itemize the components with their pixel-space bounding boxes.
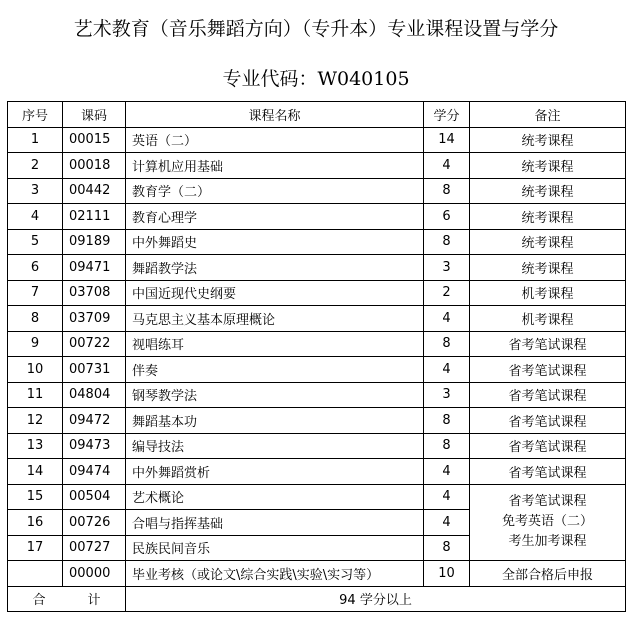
table-row	[8, 331, 626, 357]
course-note: 省考笔试课程	[470, 433, 626, 459]
table-row	[8, 357, 626, 383]
course-credit: 8	[424, 178, 470, 204]
course-note: 统考课程	[470, 204, 626, 230]
course-credit: 4	[424, 459, 470, 485]
header-code: 课码	[63, 102, 126, 128]
row-number: 11	[8, 382, 63, 408]
course-code: 00731	[63, 357, 126, 383]
course-note: 统考课程	[470, 153, 626, 179]
course-name: 中外舞蹈赏析	[126, 459, 424, 485]
row-number	[8, 561, 63, 587]
table-row	[8, 459, 626, 485]
course-name: 伴奏	[126, 357, 424, 383]
header-course-name: 课程名称	[126, 102, 424, 128]
course-code: 04804	[63, 382, 126, 408]
table-row	[8, 561, 626, 587]
course-name: 视唱练耳	[126, 331, 424, 357]
table-row	[8, 255, 626, 281]
major-code: 专业代码：W040105	[222, 68, 410, 90]
course-code: 00504	[63, 484, 126, 510]
course-name: 教育学（二）	[126, 178, 424, 204]
course-note: 统考课程	[470, 127, 626, 153]
course-credit: 4	[424, 484, 470, 510]
course-name: 马克思主义基本原理概论	[126, 306, 424, 332]
course-credit: 4	[424, 153, 470, 179]
course-credit: 2	[424, 280, 470, 306]
course-note: 机考课程	[470, 280, 626, 306]
row-number: 5	[8, 229, 63, 255]
row-number: 12	[8, 408, 63, 434]
total-label-a: 合	[32, 593, 46, 609]
course-note: 全部合格后申报	[470, 561, 626, 587]
course-credit: 4	[424, 306, 470, 332]
course-code: 00727	[63, 535, 126, 561]
table-row	[8, 178, 626, 204]
course-name: 艺术概论	[126, 484, 424, 510]
course-note: 省考笔试课程	[470, 459, 626, 485]
course-name: 钢琴教学法	[126, 382, 424, 408]
course-note: 省考笔试课程	[470, 357, 626, 383]
total-label-b: 计	[87, 593, 101, 609]
course-code: 09473	[63, 433, 126, 459]
course-code: 00442	[63, 178, 126, 204]
course-note: 统考课程	[470, 229, 626, 255]
course-note: 统考课程	[470, 178, 626, 204]
course-credit: 8	[424, 408, 470, 434]
course-name: 中外舞蹈史	[126, 229, 424, 255]
table-row	[8, 306, 626, 332]
course-code: 00722	[63, 331, 126, 357]
table-row	[8, 204, 626, 230]
row-number: 8	[8, 306, 63, 332]
course-credit: 8	[424, 535, 470, 561]
table-row	[8, 229, 626, 255]
course-note: 机考课程	[470, 306, 626, 332]
course-name: 民族民间音乐	[126, 535, 424, 561]
course-credit: 4	[424, 510, 470, 536]
header-note: 备注	[470, 102, 626, 128]
header-credit: 学分	[424, 102, 470, 128]
document-title: 艺术教育（音乐舞蹈方向）（专升本）专业课程设置与学分	[73, 18, 559, 40]
row-number: 13	[8, 433, 63, 459]
course-code: 09474	[63, 459, 126, 485]
course-code: 00000	[63, 561, 126, 587]
course-credit: 6	[424, 204, 470, 230]
table-row	[8, 153, 626, 179]
course-name: 中国近现代史纲要	[126, 280, 424, 306]
merged-note-line: 考生加考课程	[508, 534, 587, 550]
course-code: 02111	[63, 204, 126, 230]
course-name: 舞蹈教学法	[126, 255, 424, 281]
table-row	[8, 408, 626, 434]
course-code: 00018	[63, 153, 126, 179]
course-name: 教育心理学	[126, 204, 424, 230]
course-code: 03709	[63, 306, 126, 332]
course-credit: 8	[424, 229, 470, 255]
row-number: 9	[8, 331, 63, 357]
course-credit: 3	[424, 255, 470, 281]
course-note: 省考笔试课程	[470, 382, 626, 408]
course-name: 毕业考核（或论文\综合实践\实验\实习等）	[126, 561, 424, 587]
row-number: 3	[8, 178, 63, 204]
header-no: 序号	[8, 102, 63, 128]
table-row	[8, 382, 626, 408]
course-note: 统考课程	[470, 255, 626, 281]
course-note: 省考笔试课程	[470, 408, 626, 434]
total-label-cell	[8, 586, 126, 612]
row-number: 17	[8, 535, 63, 561]
table-header-row	[8, 102, 626, 128]
course-credit: 8	[424, 433, 470, 459]
course-code: 00015	[63, 127, 126, 153]
merged-note-cell	[470, 484, 626, 561]
course-credit: 14	[424, 127, 470, 153]
course-note: 省考笔试课程	[470, 331, 626, 357]
course-name: 英语（二）	[126, 127, 424, 153]
merged-note-line: 免考英语（二）	[501, 514, 593, 530]
row-number: 4	[8, 204, 63, 230]
course-name: 计算机应用基础	[126, 153, 424, 179]
course-code: 09471	[63, 255, 126, 281]
course-name: 舞蹈基本功	[126, 408, 424, 434]
row-number: 10	[8, 357, 63, 383]
table-row	[8, 433, 626, 459]
course-credit: 3	[424, 382, 470, 408]
course-name: 合唱与指挥基础	[126, 510, 424, 536]
total-value: 94 学分以上	[126, 586, 626, 612]
row-number: 6	[8, 255, 63, 281]
row-number: 1	[8, 127, 63, 153]
row-number: 7	[8, 280, 63, 306]
course-code: 00726	[63, 510, 126, 536]
course-credit: 4	[424, 357, 470, 383]
row-number: 15	[8, 484, 63, 510]
course-code: 03708	[63, 280, 126, 306]
course-credit: 10	[424, 561, 470, 587]
row-number: 14	[8, 459, 63, 485]
total-row	[8, 586, 626, 612]
table-row	[8, 484, 626, 510]
row-number: 2	[8, 153, 63, 179]
row-number: 16	[8, 510, 63, 536]
course-name: 编导技法	[126, 433, 424, 459]
course-credit: 8	[424, 331, 470, 357]
table-row	[8, 127, 626, 153]
merged-note-line: 省考笔试课程	[508, 494, 587, 510]
course-table	[7, 101, 626, 612]
course-code: 09472	[63, 408, 126, 434]
table-row	[8, 280, 626, 306]
course-code: 09189	[63, 229, 126, 255]
